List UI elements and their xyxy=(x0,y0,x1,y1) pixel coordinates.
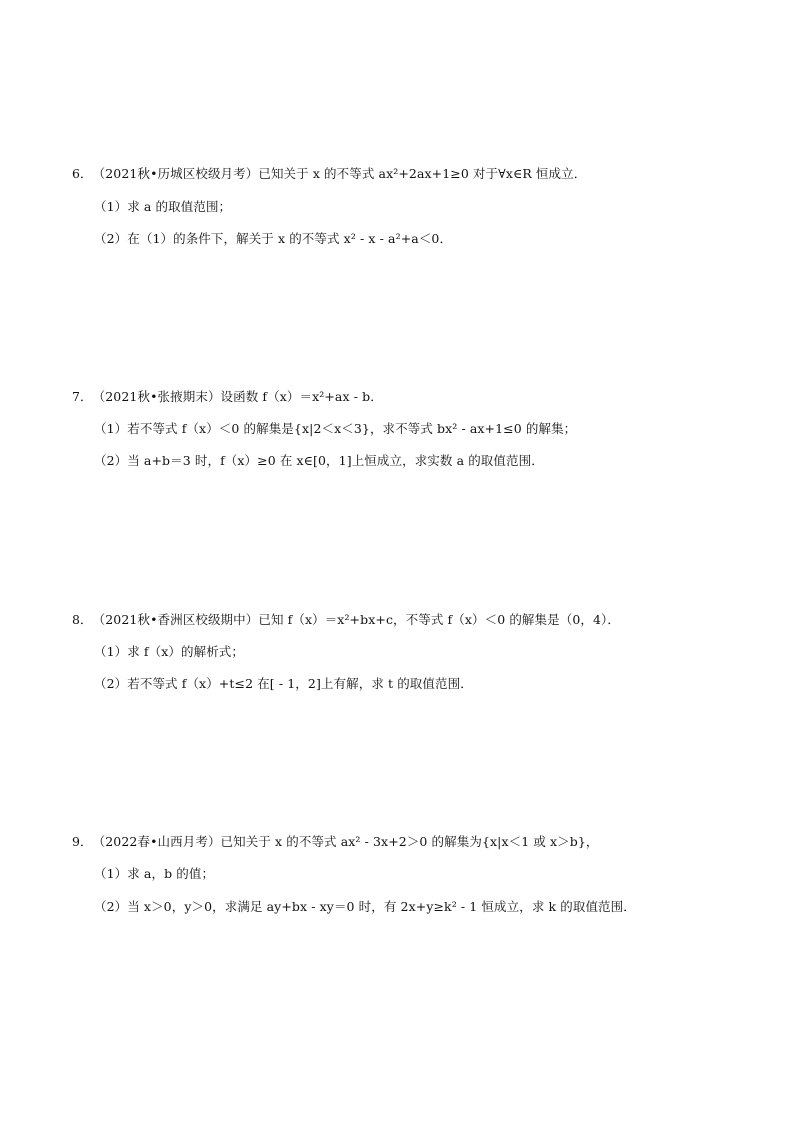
problem-number: 7． xyxy=(72,389,93,404)
problem-text: （2021秋•张掖期末）设函数 f（x）＝x²+ax - b． xyxy=(92,389,383,404)
problem-stem xyxy=(72,389,383,405)
sub-question: （2）当 x＞0，y＞0，求满足 ay+bx - xy＝0 时，有 2x+y≥k² - 1 恒成立，求 k 的取值范围． xyxy=(94,899,636,914)
sub-question: （1）求 f（x）的解析式； xyxy=(94,644,245,659)
problem-number: 6． xyxy=(72,166,93,181)
problem-text: （2021秋•香洲区校级期中）已知 f（x）＝x²+bx+c，不等式 f（x）＜0 的解集是（0，4）． xyxy=(92,612,620,627)
problem-text: （2022春•山西月考）已知关于 x 的不等式 ax² - 3x+2＞0 的解集为{x|x＜1 或 x＞b}， xyxy=(92,834,599,849)
problem-stem xyxy=(72,834,599,850)
problem-number: 9． xyxy=(72,834,93,849)
sub-question: （2）若不等式 f（x）+t≤2 在[ - 1，2]上有解，求 t 的取值范围． xyxy=(94,676,473,691)
sub-question: （1）求 a 的取值范围； xyxy=(94,199,232,214)
problem-text: （2021秋•历城区校级月考）已知关于 x 的不等式 ax²+2ax+1≥0 对于∀x∈R 恒成立． xyxy=(92,166,587,181)
sub-question: （2）在（1）的条件下，解关于 x 的不等式 x² - x - a²+a＜0． xyxy=(94,231,453,246)
sub-question: （1）求 a，b 的值； xyxy=(94,866,215,881)
sub-question: （1）若不等式 f（x）＜0 的解集是{x|2＜x＜3}，求不等式 bx² - ax+1≤0 的解集； xyxy=(94,421,577,436)
problem-stem xyxy=(72,612,620,628)
problem-stem xyxy=(72,166,586,182)
problem-number: 8． xyxy=(72,612,93,627)
sub-question: （2）当 a+b＝3 时，f（x）≥0 在 x∈[0，1]上恒成立，求实数 a 的取值范围． xyxy=(94,453,544,468)
